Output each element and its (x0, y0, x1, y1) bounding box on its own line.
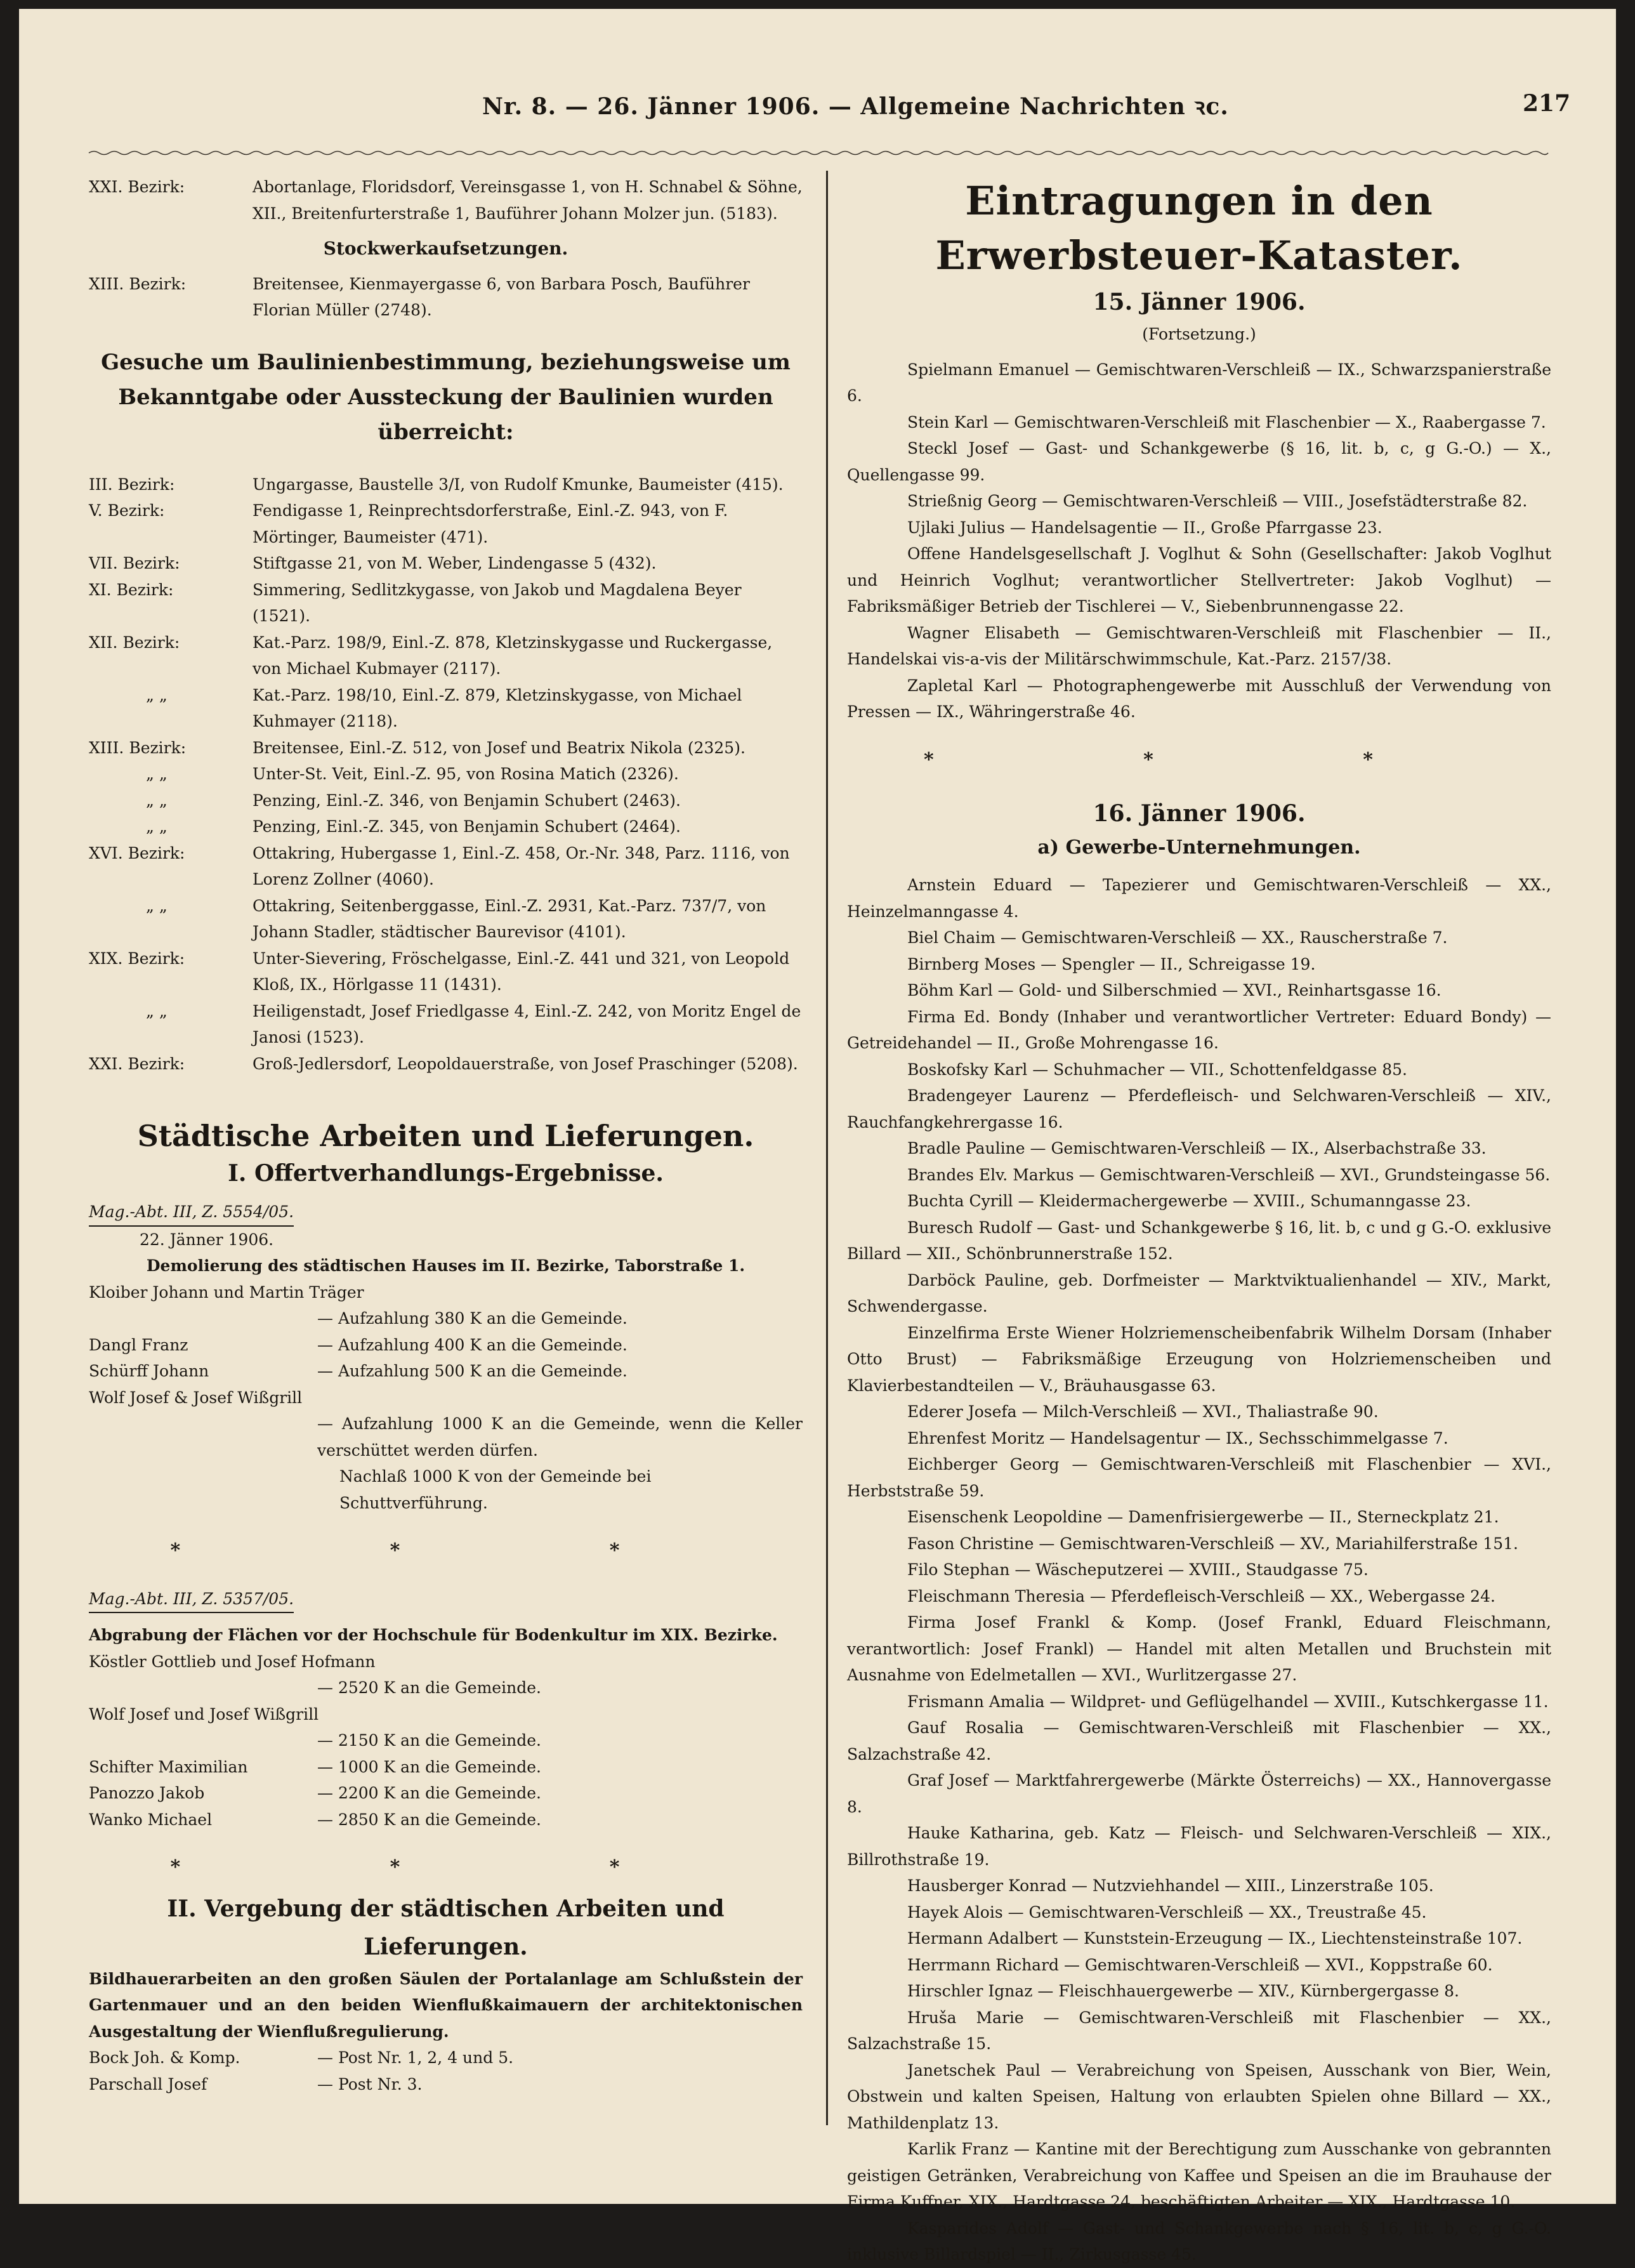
bezirk-entry: „ „ Unter-St. Veit, Einl.-Z. 95, von Rosina Matich (2326). (146, 765, 679, 783)
header-wavy-rule (89, 150, 1548, 156)
bidder-row: Kloiber Johann und Martin Träger (89, 1282, 364, 1302)
kataster-entry: Eisenschenk Leopoldine — Damenfrisiergewerbe — II., Sterneckplatz 21. (907, 1508, 1499, 1526)
bidder-offer: — 2150 K an die Gemeinde. (317, 1731, 541, 1750)
kataster-entry: Ederer Josefa — Milch-Verschleiß — XVI., Thaliastraße 90. (907, 1402, 1379, 1421)
gesuche-heading: Gesuche um Baulinienbestimmung, beziehungsweise um Bekanntgabe oder Aussteckung der Baulinien wurden überreicht: (101, 349, 791, 445)
case-title: Abgrabung der Flächen vor der Hochschule für Bodenkultur im XIX. Bezirke. (89, 1626, 778, 1644)
bezirk-entry: XVI. Bezirk: Ottakring, Hubergasse 1, Einl.-Z. 458, Or.-Nr. 348, Parz. 1116, von Lorenz Zollner (4060). (89, 843, 790, 888)
column-divider (826, 171, 828, 2125)
kataster-entry: Arnstein Eduard — Tapezierer und Gemischtwaren-Verschleiß — XX., Heinzelmanngasse 4. (847, 876, 1551, 921)
kataster-entry: Offene Handelsgesellschaft J. Voglhut & Sohn (Gesellschafter: Jakob Voglhut und Heinrich Voglhut; verantwortlicher Stellvertreter: Jakob Voglhut) — Fabriksmäßiger Betrieb der Tischlerei — V., Siebenbrunnengasse 22. (847, 544, 1551, 616)
section-stars: * * * (924, 748, 1474, 771)
bidder-offer: — Aufzahlung 1000 K an die Gemeinde, wenn die Keller verschüttet werden dürfen. (317, 1414, 803, 1460)
kataster-entry: Stein Karl — Gemischtwaren-Verschleiß mit Flaschenbier — X., Raabergasse 7. (907, 412, 1546, 432)
kataster-entry: Hausberger Konrad — Nutzviehhandel — XIII., Linzerstraße 105. (907, 1876, 1434, 1895)
staedtische-heading: Städtische Arbeiten und Lieferungen. (137, 1119, 754, 1153)
kataster-entry: Ujlaki Julius — Handelsagentie — II., Große Pfarrgasse 23. (907, 518, 1382, 537)
bidder-offer: — Aufzahlung 380 K an die Gemeinde. (317, 1309, 627, 1328)
kataster-entry: Hauke Katharina, geb. Katz — Fleisch- und Selchwaren-Verschleiß — XIX., Billrothstraße 19. (847, 1824, 1551, 1869)
kataster-entry: Strießnig Georg — Gemischtwaren-Verschleiß — VIII., Josefstädterstraße 82. (907, 492, 1528, 510)
stock-heading: Stockwerkaufsetzungen. (323, 238, 568, 259)
kataster-entry: Ehrenfest Moritz — Handelsagentur — IX., Sechsschimmelgasse 7. (907, 1428, 1448, 1447)
kataster-entry: Zapletal Karl — Photographengewerbe mit Ausschluß der Verwendung von Pressen — IX., Währingerstraße 46. (847, 676, 1551, 721)
bezirk-entry: XI. Bezirk: Simmering, Sedlitzkygasse, von Jakob und Magdalena Beyer (1521). (89, 580, 742, 625)
kataster-entry: Steckl Josef — Gast- und Schankgewerbe (§ 16, lit. b, c, g G.-O.) — X., Quellengasse 99. (847, 439, 1551, 484)
bezirk-entry: XXI. Bezirk: Abortanlage, Floridsdorf, Vereinsgasse 1, von H. Schnabel & Söhne, XII., Breitenfurterstraße 1, Bauführer Johann Molzer jun. (5183). (89, 178, 803, 223)
kataster-entry: Hruša Marie — Gemischtwaren-Verschleiß mit Flaschenbier — XX., Salzachstraße 15. (847, 2008, 1551, 2053)
bezirk-entry: III. Bezirk: Ungargasse, Baustelle 3/I, von Rudolf Kmunke, Baumeister (415). (89, 475, 784, 494)
entries-15-jaenner (847, 357, 1551, 725)
kataster-entry: Darböck Pauline, geb. Dorfmeister — Marktviktualienhandel — XIV., Markt, Schwendergasse. (847, 1270, 1551, 1315)
vergebung-heading: II. Vergebung der städtischen Arbeiten und Lieferungen. (167, 1895, 725, 1960)
bezirk-entry: V. Bezirk: Fendigasse 1, Reinprechtsdorferstraße, Einl.-Z. 943, von F. Mörtinger, Baumeister (471). (89, 501, 728, 546)
kataster-entry: Brandes Elv. Markus — Gemischtwaren-Verschleiß — XVI., Grundsteingasse 56. (907, 1165, 1551, 1184)
gesuche-list (89, 471, 803, 1078)
kataster-entry: Hermann Adalbert — Kunststein-Erzeugung — IX., Liechtensteinstraße 107. (907, 1929, 1523, 1948)
bidder-row: Wolf Josef und Josef Wißgrill (89, 1704, 319, 1724)
bezirk-entry: XXI. Bezirk: Groß-Jedlersdorf, Leopoldauerstraße, von Josef Praschinger (5208). (89, 1054, 798, 1073)
subsection-heading: a) Gewerbe-Unternehmungen. (1037, 836, 1361, 859)
kataster-entry: Filo Stephan — Wäscheputzerei — XVIII., Staudgasse 75. (907, 1560, 1369, 1579)
bidder-offer: Nachlaß 1000 K von der Gemeinde bei Schuttverführung. (339, 1467, 652, 1512)
kataster-entry: Herrmann Richard — Gemischtwaren-Verschleiß — XVI., Koppstraße 60. (907, 1955, 1493, 1974)
case-title: Demolierung des städtischen Hauses im II. Bezirke, Taborstraße 1. (146, 1256, 745, 1275)
case-abgrabung (89, 1586, 803, 1833)
kataster-entry: Bradengeyer Laurenz — Pferdefleisch- und Selchwaren-Verschleiß — XIV., Rauchfangkehrergasse 16. (847, 1086, 1551, 1131)
kataster-entry: Frismann Amalia — Wildpret- und Geflügelhandel — XVIII., Kutschkergasse 11. (907, 1692, 1549, 1711)
bidder-row: Panozzo Jakob — 2200 K an die Gemeinde. (89, 1784, 541, 1802)
kataster-entry: Eichberger Georg — Gemischtwaren-Verschleiß mit Flaschenbier — XVI., Herbststraße 59. (847, 1455, 1551, 1500)
page-header (19, 90, 1616, 128)
bidder-row: Köstler Gottlieb und Josef Hofmann (89, 1652, 376, 1671)
kataster-entry: Fleischmann Theresia — Pferdefleisch-Verschleiß — XX., Webergasse 24. (907, 1586, 1495, 1605)
bezirk-entry: XIX. Bezirk: Unter-Sievering, Fröschelgasse, Einl.-Z. 441 und 321, von Leopold Kloß, IX., Hörlgasse 11 (1431). (89, 949, 790, 994)
bidder-row: Schifter Maximilian — 1000 K an die Gemeinde. (89, 1757, 541, 1776)
kataster-entry: Bradle Pauline — Gemischtwaren-Verschleiß — IX., Alserbachstraße 33. (907, 1139, 1487, 1157)
bidder-row: Dangl Franz — Aufzahlung 400 K an die Gemeinde. (89, 1335, 627, 1354)
left-column (89, 174, 803, 2097)
case-reference: Mag.-Abt. III, Z. 5554/05. (89, 1199, 294, 1227)
kataster-entry: Firma Josef Frankl & Komp. (Josef Frankl, Eduard Fleischmann, verantwortlich: Josef Frankl) — Handel mit alten Metallen und Bruchstein mit Ausnahme von Edelmetallen — XVI., Wurlitzergasse 27. (847, 1613, 1551, 1684)
right-column (847, 174, 1551, 2268)
kataster-entry: Boskofsky Karl — Schuhmacher — VII., Schottenfeldgasse 85. (907, 1060, 1407, 1079)
bezirk-entry: XIII. Bezirk: Breitensee, Kienmayergasse 6, von Barbara Posch, Bauführer Florian Müller (2748). (89, 274, 750, 319)
bezirk-entry: „ „ Kat.-Parz. 198/10, Einl.-Z. 879, Kletzinskygasse, von Michael Kuhmayer (2118). (146, 685, 742, 730)
vergebung-post-row: Parschall Josef — Post Nr. 3. (89, 2074, 423, 2093)
kataster-entry: Hirschler Ignaz — Fleischhauergewerbe — XIV., Kürnbergergasse 8. (907, 1982, 1460, 2000)
kataster-entry: Gauf Rosalia — Gemischtwaren-Verschleiß mit Flaschenbier — XX., Salzachstraße 42. (847, 1718, 1551, 1764)
bezirk-entry: XII. Bezirk: Kat.-Parz. 198/9, Einl.-Z. 878, Kletzinskygasse und Ruckergasse, von Michael Kubmayer (2117). (89, 633, 773, 678)
section-stars: * * * (170, 1539, 721, 1562)
kataster-entry: Hayek Alois — Gemischtwaren-Verschleiß — XX., Treustraße 45. (907, 1902, 1427, 1922)
bidder-offer: — 2520 K an die Gemeinde. (317, 1678, 541, 1697)
kataster-entry: Buchta Cyrill — Kleidermachergewerbe — XVIII., Schumanngasse 23. (907, 1192, 1471, 1210)
kataster-title: Eintragungen in den Erwerbsteuer-Kataster. (935, 178, 1463, 279)
kataster-entry: Fason Christine — Gemischtwaren-Verschleiß — XV., Mariahilferstraße 151. (907, 1534, 1518, 1553)
kataster-entry: Graf Josef — Marktfahrergewerbe (Märkte Österreichs) — XX., Hannovergasse 8. (847, 1771, 1551, 1816)
case-demolierung (89, 1199, 803, 1516)
continuation-note: (Fortsetzung.) (1142, 325, 1256, 343)
entries-16-jaenner (847, 872, 1551, 2268)
vergebung-post-row: Bock Joh. & Komp. — Post Nr. 1, 2, 4 und 5. (89, 2048, 514, 2067)
bezirk-entry: „ „ Penzing, Einl.-Z. 346, von Benjamin Schubert (2463). (146, 791, 681, 810)
bezirk-entry: „ „ Ottakring, Seitenberggasse, Einl.-Z. 2931, Kat.-Parz. 737/7, von Johann Stadler, städtischer Baurevisor (4101). (146, 896, 766, 941)
kataster-entry: Buresch Rudolf — Gast- und Schankgewerbe § 16, lit. b, c und g G.-O. exklusive Billard — XII., Schönbrunnerstraße 152. (847, 1218, 1551, 1263)
kataster-entry: Karlik Franz — Kantine mit der Berechtigung zum Ausschanke von gebrannten geistigen Getränken, Verabreichung von Kaffee und Speisen an die im Brauhause der Firma Kuffner, XIX., Hardtgasse 24, beschäftigten Arbeiter — XIX., Hardtgasse 10. (847, 2140, 1551, 2211)
kataster-entry: Böhm Karl — Gold- und Silberschmied — XVI., Reinhartsgasse 16. (907, 981, 1441, 999)
kataster-entry: Kasparides Adolf — Gast- und Schankgewerbe nach § 16, lit. b, c, g G.-O. inklusive Billardspiel — II., Zirkusgasse 45. (847, 2219, 1551, 2264)
bezirk-entry: VII. Bezirk: Stiftgasse 21, von M. Weber, Lindengasse 5 (432). (89, 554, 657, 572)
bidder-row: Schürff Johann — Aufzahlung 500 K an die Gemeinde. (89, 1362, 627, 1380)
bezirk-entry: „ „ Penzing, Einl.-Z. 345, von Benjamin Schubert (2464). (146, 817, 681, 836)
kataster-entry: Wagner Elisabeth — Gemischtwaren-Verschleiß mit Flaschenbier — II., Handelskai vis-a-vis der Militärschwimmschule, Kat.-Parz. 2157/38. (847, 623, 1551, 668)
kataster-entry: Biel Chaim — Gemischtwaren-Verschleiß — XX., Rauscherstraße 7. (907, 928, 1448, 947)
issue-line: Nr. 8. — 26. Jänner 1906. — Allgemeine Nachrichten ꝛc. (482, 93, 1229, 120)
top-entries (89, 174, 803, 227)
kataster-entry: Firma Ed. Bondy (Inhaber und verantwortlicher Vertreter: Eduard Bondy) — Getreidehandel — II., Große Mohrengasse 16. (847, 1007, 1551, 1052)
newspaper-page (19, 9, 1616, 2264)
kataster-entry: Einzelfirma Erste Wiener Holzriemenscheibenfabrik Wilhelm Dorsam (Inhaber Otto Brust) — Fabriksmäßige Erzeugung von Holzriemenscheiben und Klavierbestandteilen — V., Bräuhausgasse 63. (847, 1323, 1551, 1395)
bidder-row: Wanko Michael — 2850 K an die Gemeinde. (89, 1810, 541, 1829)
bidder-row: Wolf Josef & Josef Wißgrill (89, 1388, 303, 1407)
kataster-entry: Janetschek Paul — Verabreichung von Speisen, Ausschank von Bier, Wein, Obstwein und kalten Speisen, Haltung von erlaubten Spielen ohne Billard — XX., Mathildenplatz 13. (847, 2060, 1551, 2132)
date-heading: 15. Jänner 1906. (1093, 289, 1306, 315)
page-number: 217 (1523, 90, 1571, 117)
date-heading: 16. Jänner 1906. (1093, 800, 1306, 827)
offert-heading: I. Offertverhandlungs-Ergebnisse. (228, 1160, 664, 1187)
section-stars: * * * (170, 1856, 721, 1878)
case-reference: Mag.-Abt. III, Z. 5357/05. (89, 1586, 294, 1614)
bezirk-entry: XIII. Bezirk: Breitensee, Einl.-Z. 512, von Josef und Beatrix Nikola (2325). (89, 738, 745, 757)
vergebung-intro: Bildhauerarbeiten an den großen Säulen der Portalanlage am Schlußstein der Gartenmauer und an den beiden Wienflußkaimauern der architektonischen Ausgestaltung der Wienflußregulierung. (89, 1969, 803, 2041)
kataster-entry: Birnberg Moses — Spengler — II., Schreigasse 19. (907, 954, 1316, 973)
case-date: 22. Jänner 1906. (140, 1230, 274, 1249)
bezirk-entry: „ „ Heiligenstadt, Josef Friedlgasse 4, Einl.-Z. 242, von Moritz Engel de Janosi (1523). (146, 1001, 801, 1046)
kataster-entry: Spielmann Emanuel — Gemischtwaren-Verschleiß — IX., Schwarzspanierstraße 6. (847, 360, 1551, 405)
